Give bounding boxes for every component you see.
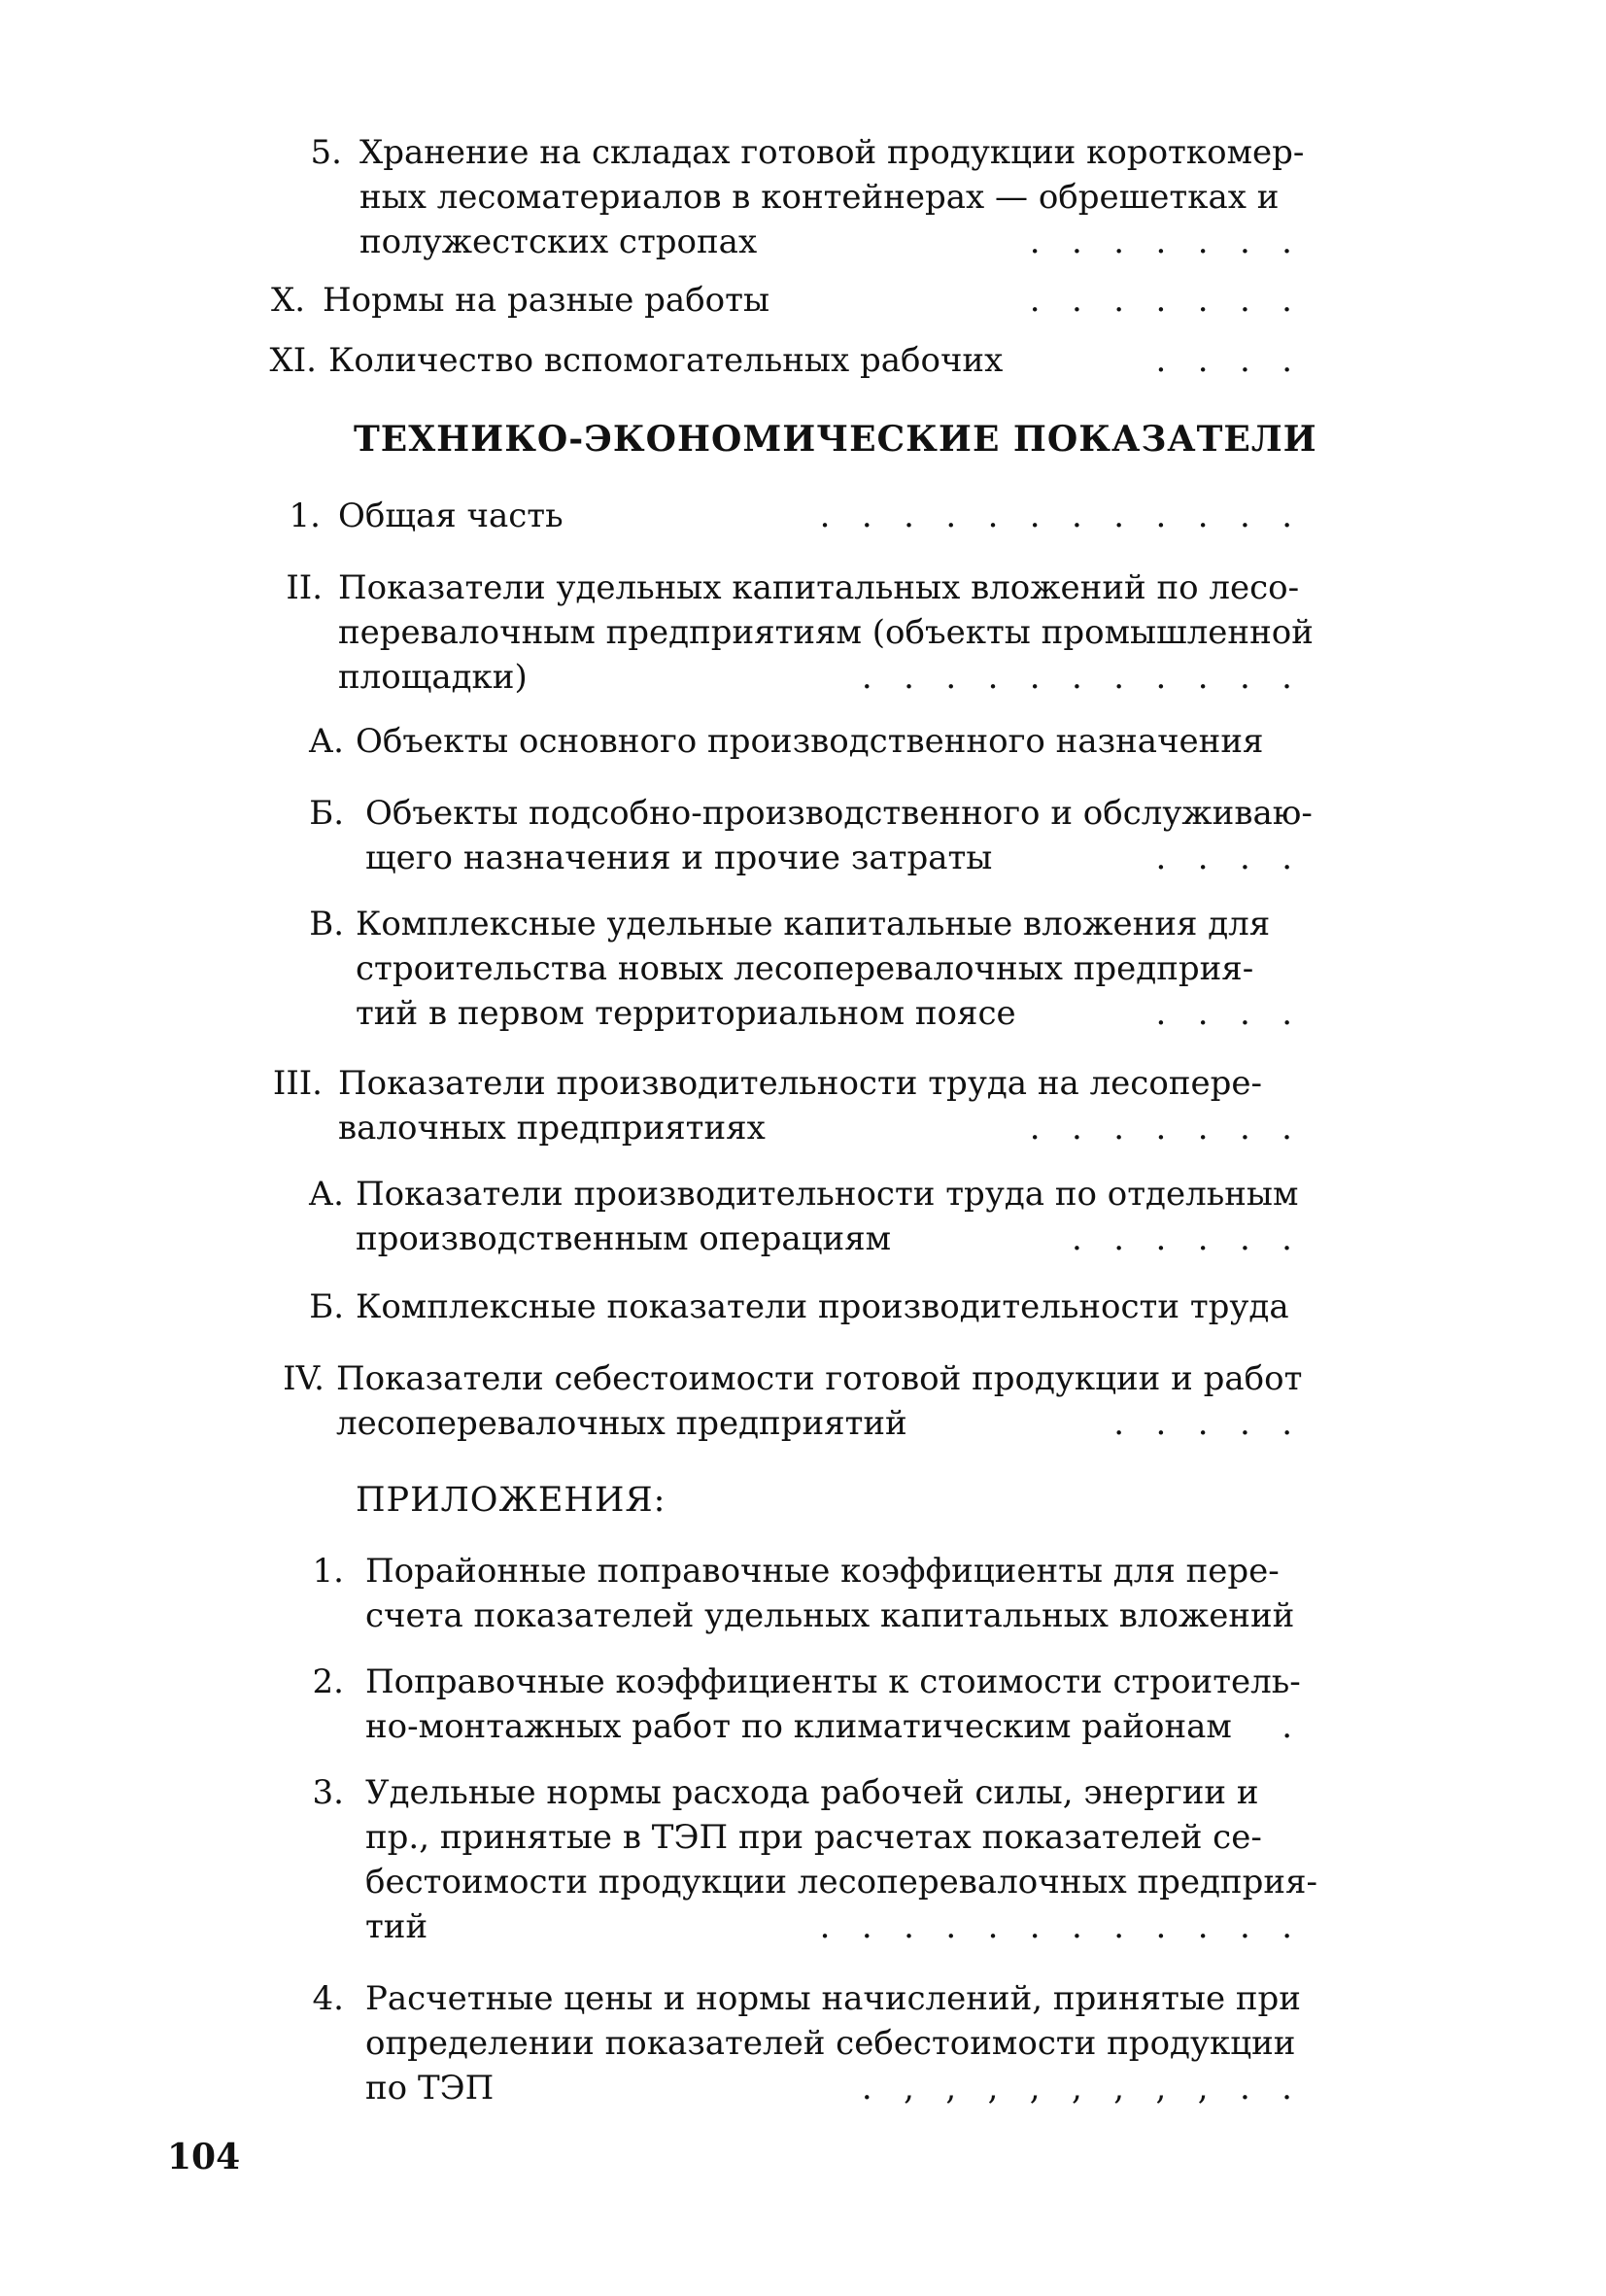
leader-dots: . . . . (1155, 341, 1292, 380)
entry-number: 3. (312, 1773, 344, 1812)
entry-number: Б. (309, 1287, 344, 1326)
entry-text-line: по ТЭП (365, 2069, 495, 2108)
entry-text-line: Удельные нормы расхода рабочей силы, энергии и (365, 1773, 1259, 1812)
entry-number: 1. (312, 1552, 344, 1591)
entry-number: 2. (312, 1662, 344, 1701)
entry-text-line: ных лесоматериалов в контейнерах — обрешетках и (359, 178, 1280, 217)
entry-text-line: лесоперевалочных предприятий (336, 1404, 907, 1443)
entry-text-line: Показатели производительности труда по отдельным (356, 1175, 1299, 1214)
entry-text-line: перевалочным предприятиям (объекты промышленной (338, 613, 1314, 652)
entry-text-line: щего назначения и прочие затраты (365, 839, 993, 877)
entry-text-line: бестоимости продукции лесоперевалочных предприя- (365, 1863, 1317, 1902)
entry-text-line: Показатели производительности труда на лесопере- (338, 1064, 1262, 1103)
entry-text-line: тий (365, 1907, 428, 1946)
leader-dots: . (1281, 1707, 1292, 1746)
leader-dots: . . . . . . . (1029, 1109, 1292, 1148)
entry-text-line: Расчетные цены и нормы начислений, принятые при (365, 1979, 1301, 2018)
entry-text-line: тий в первом территориальном поясе (356, 994, 1016, 1033)
leader-dots: . . . . . . . . . . . . (819, 1907, 1292, 1946)
entry-number: XI. (269, 341, 317, 380)
entry-text-line: но-монтажных работ по климатическим районам (365, 1707, 1232, 1746)
section-heading: ТЕХНИКО-ЭКОНОМИЧЕСКИЕ ПОКАЗАТЕЛИ (354, 419, 1317, 460)
entry-text-line: производственным операциям (356, 1219, 892, 1258)
entry-text-line: определении показателей себестоимости продукции (365, 2024, 1296, 2063)
leader-dots: . . . . . (1113, 1404, 1292, 1443)
entry-number: 4. (312, 1979, 344, 2018)
entry-number: II. (286, 568, 323, 607)
page-number: 104 (167, 2137, 241, 2177)
entry-number: Б. (309, 794, 344, 833)
leader-dots: . . . . . . . (1029, 281, 1292, 320)
leader-dots: . . . . (1155, 839, 1292, 877)
entry-number: III. (272, 1064, 323, 1103)
entry-text-line: валочных предприятиях (338, 1109, 766, 1148)
entry-text-line: Объекты подсобно-производственного и обслуживаю- (365, 794, 1313, 833)
entry-text-line: Общая часть (338, 497, 564, 535)
entry-text-line: Комплексные показатели производительности труда (356, 1287, 1289, 1326)
entry-text-line: счета показателей удельных капитальных вложений (365, 1596, 1295, 1635)
entry-text-line: полужестских стропах (359, 223, 758, 261)
entry-text-line: Объекты основного производственного назначения (356, 722, 1264, 761)
entry-number: 5. (310, 133, 342, 172)
entry-number: 1. (289, 497, 321, 535)
entry-text-line: Комплексные удельные капитальные вложения для (356, 905, 1271, 943)
entry-text-line: Нормы на разные работы (323, 281, 770, 320)
leader-dots: . . . . . . (1072, 1219, 1292, 1258)
entry-text-line: Показатели себестоимости готовой продукции и работ (336, 1359, 1303, 1398)
entry-number: В. (309, 905, 344, 943)
entry-number: А. (308, 1175, 344, 1214)
entry-text-line: Хранение на складах готовой продукции короткомер- (359, 133, 1305, 172)
leader-dots: . . . . . . . (1029, 223, 1292, 261)
entry-text-line: Порайонные поправочные коэффициенты для пере- (365, 1552, 1280, 1591)
entry-number: X. (270, 281, 305, 320)
leader-dots: . . . . . . . . . . . (861, 658, 1292, 697)
entry-text-line: строительства новых лесоперевалочных предприя- (356, 949, 1254, 988)
appendix-heading: ПРИЛОЖЕНИЯ: (356, 1481, 666, 1520)
entry-text-line: Количество вспомогательных рабочих (328, 341, 1004, 380)
entry-text-line: площадки) (338, 658, 528, 697)
leader-dots: . , , , , , , , , . . (861, 2069, 1292, 2108)
leader-dots: . . . . . . . . . . . . (819, 497, 1292, 535)
entry-text-line: пр., принятые в ТЭП при расчетах показателей се- (365, 1818, 1262, 1857)
entry-text-line: Показатели удельных капитальных вложений по лесо- (338, 568, 1300, 607)
entry-number: А. (308, 722, 344, 761)
entry-text-line: Поправочные коэффициенты к стоимости строитель- (365, 1662, 1301, 1701)
entry-number: IV. (283, 1359, 325, 1398)
leader-dots: . . . . (1155, 994, 1292, 1033)
